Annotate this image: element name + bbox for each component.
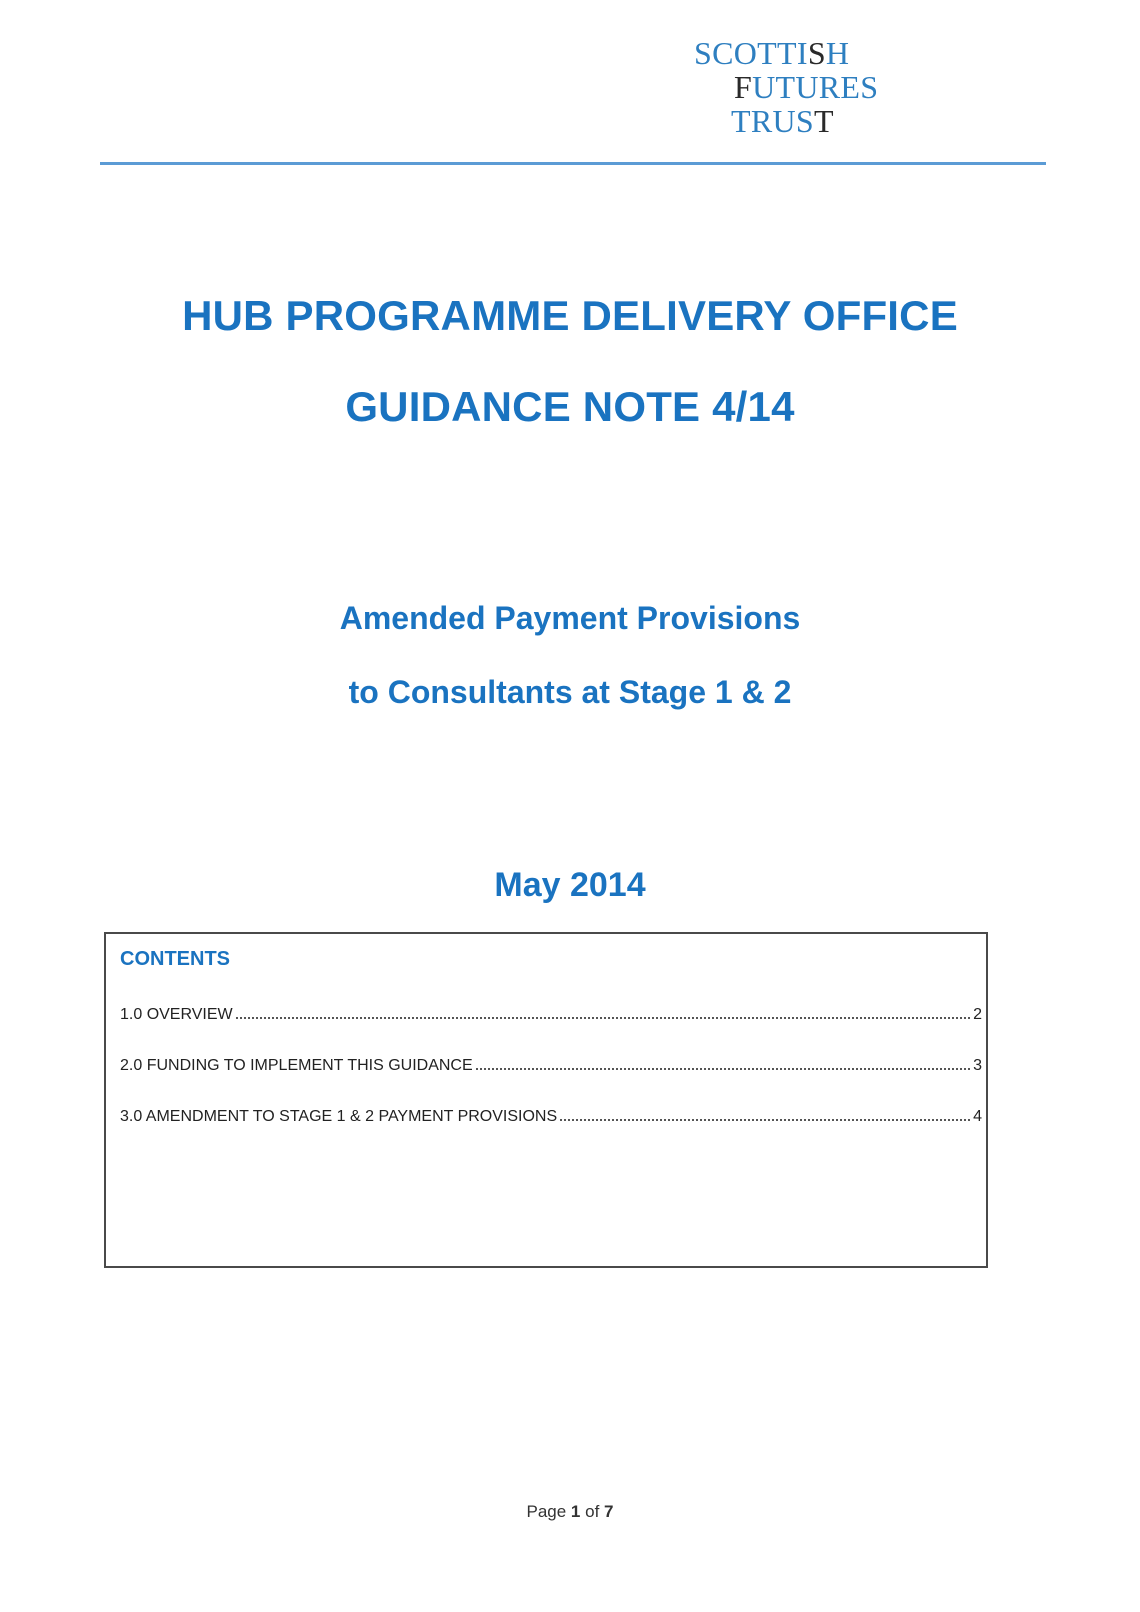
contents-heading: CONTENTS	[120, 948, 230, 970]
footer-current-page: 1	[570, 1502, 581, 1521]
toc-entry-label: 1.0 OVERVIEW	[120, 1006, 233, 1023]
logo-line-3	[731, 104, 834, 138]
toc-entry-amendment[interactable]	[120, 1102, 982, 1126]
toc-leader-dots	[236, 1017, 970, 1019]
subtitle-line-2: to Consultants at Stage 1 & 2	[348, 674, 792, 710]
toc-entry-overview[interactable]	[120, 1000, 982, 1024]
document-date: May 2014	[494, 866, 646, 904]
toc-leader-dots	[560, 1119, 970, 1121]
logo-line-2-text: FUTURES	[734, 69, 879, 105]
page-footer	[0, 1502, 1140, 1522]
toc-entry-funding[interactable]	[120, 1051, 982, 1075]
footer-page-prefix: Page	[526, 1502, 567, 1521]
header-rule	[100, 162, 1046, 165]
footer-total-pages: 7	[604, 1502, 614, 1521]
toc-entry-label: 3.0 AMENDMENT TO STAGE 1 & 2 PAYMENT PROVISIONS	[120, 1108, 558, 1125]
subtitle-line-1: Amended Payment Provisions	[339, 600, 801, 636]
logo-line-2	[734, 70, 878, 104]
toc-entry-page: 4	[973, 1108, 982, 1125]
toc-entry-page: 2	[973, 1006, 982, 1023]
toc-entry-label: 2.0 FUNDING TO IMPLEMENT THIS GUIDANCE	[120, 1057, 473, 1074]
table-of-contents	[104, 932, 988, 1268]
footer-of: of	[585, 1502, 600, 1521]
logo-line-1	[694, 36, 849, 70]
toc-leader-dots	[476, 1068, 970, 1070]
scottish-futures-trust-logo	[694, 36, 984, 140]
logo-line-1-text: SCOTTISH	[694, 35, 850, 71]
document-title-line-1: HUB PROGRAMME DELIVERY OFFICE	[182, 292, 958, 339]
document-title-line-2: GUIDANCE NOTE 4/14	[345, 383, 795, 430]
logo-line-3-text: TRUST	[731, 103, 834, 139]
toc-entry-page: 3	[973, 1057, 982, 1074]
